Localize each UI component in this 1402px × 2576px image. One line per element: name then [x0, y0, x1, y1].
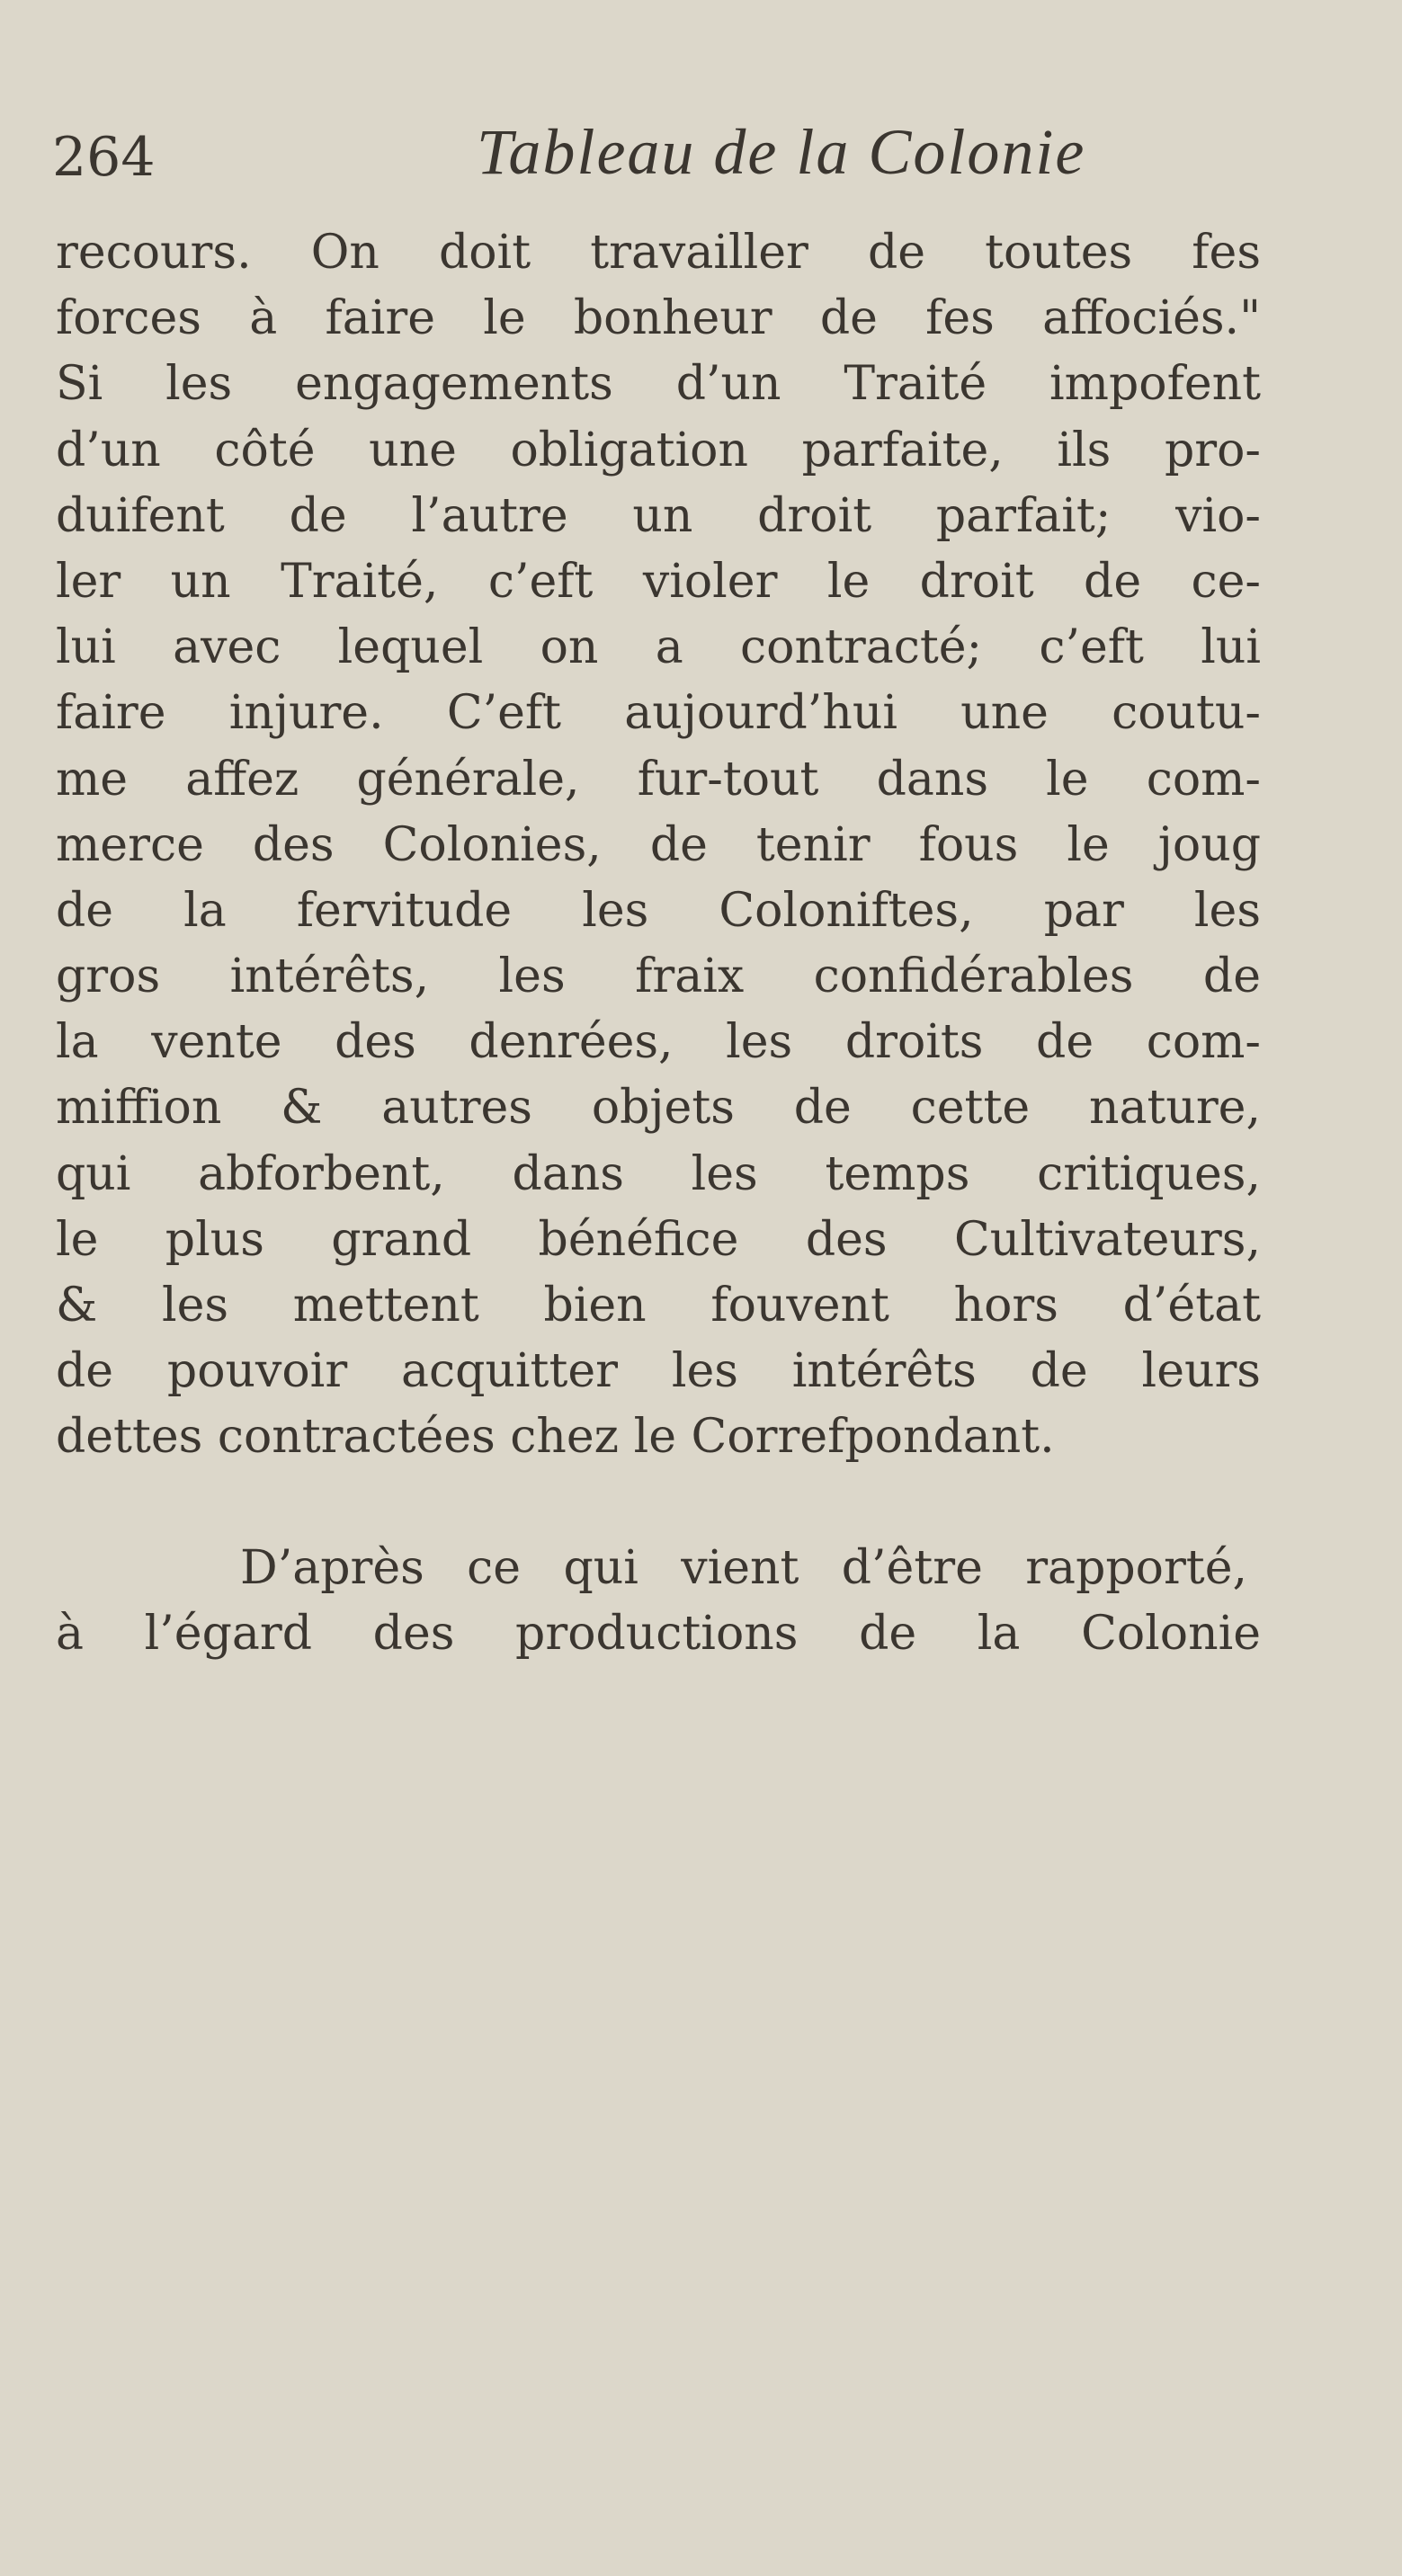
text-line: & les mettent bien fouvent hors d’état	[56, 1279, 1261, 1333]
text-line: duifent de l’autre un droit parfait; vio-	[56, 488, 1261, 543]
text-line: le plus grand bénéfice des Cultivateurs,	[56, 1212, 1261, 1267]
page-number: 264	[52, 126, 156, 189]
text-line: de pouvoir acquitter les intérêts de leurs	[56, 1344, 1261, 1399]
text-line: Si les engagements d’un Traité impofent	[56, 357, 1261, 412]
text-line: la vente des denrées, les droits de com-	[56, 1015, 1261, 1070]
text-line: gros intérêts, les fraix confidérables de	[56, 949, 1261, 1004]
text-line: forces à faire le bonheur de fes affociés."	[56, 291, 1261, 346]
text-line: dettes contractées chez le Correfpondant.	[56, 1410, 1055, 1465]
text-line: qui abforbent, dans les temps critiques,	[56, 1146, 1261, 1201]
text-line: à l’égard des productions de la Colonie	[56, 1606, 1261, 1661]
text-line: D’après ce qui vient d’être rapporté,	[240, 1540, 1247, 1595]
text-line: lui avec lequel on a contracté; c’eft lui	[56, 620, 1261, 675]
text-line: miffion & autres objets de cette nature,	[56, 1081, 1261, 1136]
paragraph-gap	[56, 1471, 1261, 1536]
text-line: me affez générale, fur-tout dans le com-	[56, 752, 1261, 807]
text-line: d’un côté une obligation parfaite, ils pro-	[56, 423, 1261, 477]
running-title: Tableau de la Colonie	[477, 116, 1086, 188]
page-body	[56, 220, 1261, 1667]
text-line: faire injure. C’eft aujourd’hui une coutu-	[56, 686, 1261, 741]
text-line: recours. On doit travailler de toutes fes	[56, 226, 1261, 280]
text-line: merce des Colonies, de tenir fous le joug	[56, 817, 1261, 872]
text-line: de la fervitude les Coloniftes, par les	[56, 883, 1261, 938]
text-line: ler un Traité, c’eft violer le droit de ce-	[56, 554, 1261, 609]
